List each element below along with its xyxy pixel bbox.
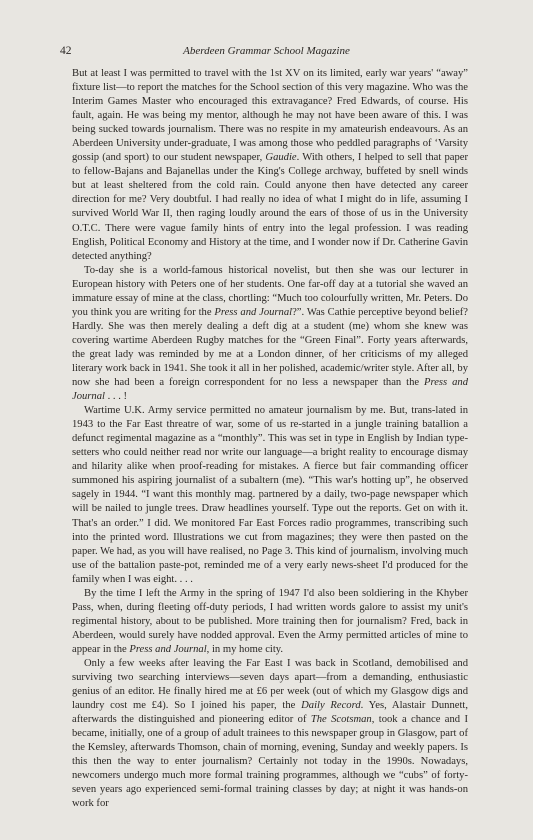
text-run: , in my home city. bbox=[206, 643, 284, 655]
paragraph bbox=[72, 404, 468, 587]
text-run: . . . ! bbox=[104, 391, 128, 403]
paragraph bbox=[72, 264, 468, 404]
running-head: Aberdeen Grammar School Magazine bbox=[183, 45, 350, 57]
text-run: Wartime U.K. Army service permitted no amateur journalism by me. But, trans-lated in 1943 to the Far East threatre of war, some of us re-started in a jungle training batallion a defunct regimental magazine as a “monthly”. This was set in type in English by Indian type-setters who could neither read nor write our language—a bright reality to encourage dismay and hilarity alike when proof-reading for mistakes. A fierce but fair commanding officer summoned his aspiring journalist of a subaltern (me). “This war's hotting up”, he observed sagely in 1944. “I want this monthly mag. partnered by a daily, two-page newspaper which will be nailed to jungle trees. Draw headlines yourself. Type out the reports. Get on with it. That's an order.” I did. We monitored Far East Forces radio programmes, transcribing such into the printed word. Illustrations we cut from magazines; they were then pasted on the paper. We had, as you will have realised, no Page 3. This kind of journalism, involving much use of the battalion paste-pot, reminded me of a very early news-sheet I'd produced for the family when I was eight. . . . bbox=[72, 405, 468, 585]
italic-title: Daily Record bbox=[301, 700, 361, 712]
italic-title: Press and Journal bbox=[129, 643, 207, 655]
text-run: ?”. Was Cathie perceptive beyond belief? Hardly. She was then merely dealing a deft dig at a student (me) whom she knew was covering wartime Aberdeen Rugby matches for the “Green Final”. Forty years afterwards, the great lady was reminded by me at a London dinner, of her criticisms of my alleged literary work back in 1941. She took it all in her polished, academic/writer style. After all, by now she had been a foreign correspondent for no less a newspaper than the bbox=[72, 306, 468, 389]
text-run: . With others, I helped to sell that paper to fellow-Bajans and Bajanellas under the King's College archway, buffeted by snell winds but at least sheltered from the cold rain. Could anyone then have detected any career direction for me? Very doubtful. I had really no idea of what I might do in life, assuming I survived World War II, then raging loudly around the ears of those of us in the University O.T.C. There were vague family hints of entry into the legal profession. I was reading English, Political Economy and History at the time, and I wonder now if Dr. Catherine Gavin detected anything? bbox=[72, 152, 468, 262]
text-run: , took a chance and I became, initially, one of a group of adult trainees to this newspaper group in Glasgow, part of the Kemsley, afterwards Thomson, chain of morning, evening, Sunday and weekly papers. Is this then the way to enter journalism? Certainly not today in the 1990s. Nowadays, newcomers undergo much more formal training programmes, although we “cubs” of forty-seven years ago experienced semi-formal training classes by day; at night it was hands-on work for bbox=[72, 714, 468, 810]
text-run: . Yes, Alastair Dunnett, afterwards the distinguished and pioneering editor of bbox=[72, 700, 469, 726]
page-number: 42 bbox=[60, 45, 72, 57]
paragraph bbox=[72, 587, 468, 657]
text-run: To-day she is a world-famous historical novelist, but then she was our lecturer in European history with Peters one of her students. One far-off day at a tutorial she waved an immature essay of mine at the class, chortling: “Much too colourfully written, Mr. Peters. Do you think you are writing for the bbox=[72, 264, 468, 318]
text-run: By the time I left the Army in the spring of 1947 I'd also been soldiering in the Khyber Pass, when, during fleeting off-duty periods, I had written words galore to assist my unit's regimental history, about to be published. More training then for journalism? Fred, back in Aberdeen, would surely have nodded approval. Even the Army permitted articles of mine to appear in the bbox=[72, 587, 468, 655]
paragraph bbox=[72, 67, 468, 264]
article-body bbox=[72, 67, 468, 811]
text-run: Only a few weeks after leaving the Far East I was back in Scotland, demobilised and surviving two searching interviews—seven days apart—from a demanding, enthusiastic genius of an editor. He finally hired me at £6 per week (out of which my Glasgow digs and laundry cost me £4). So I joined his paper, the bbox=[72, 657, 468, 712]
italic-title: Gaudie bbox=[265, 152, 297, 164]
page-header bbox=[60, 45, 473, 61]
italic-title: The Scotsman bbox=[310, 714, 372, 726]
text-run: But at least I was permitted to travel with the 1st XV on its limited, early war years' “away” fixture list—to report the matches for the School section of this very magazine. Who was the Interim Games Master who encouraged this extravagance? Fred Edwards, of course. His fault, again. He was being my mentor, although he may not have been aware of this. I was being sucked towards journalism. There was no respite in my amateurish endeavours. As an Aberdeen University under-graduate, I was among those who peddled paragraphs of ‘Varsity gossip (and sport) to our student newspaper, bbox=[72, 68, 468, 164]
paragraph bbox=[72, 657, 468, 812]
italic-title: Press and Journal bbox=[214, 306, 293, 318]
italic-title: Press and Journal bbox=[72, 377, 469, 403]
